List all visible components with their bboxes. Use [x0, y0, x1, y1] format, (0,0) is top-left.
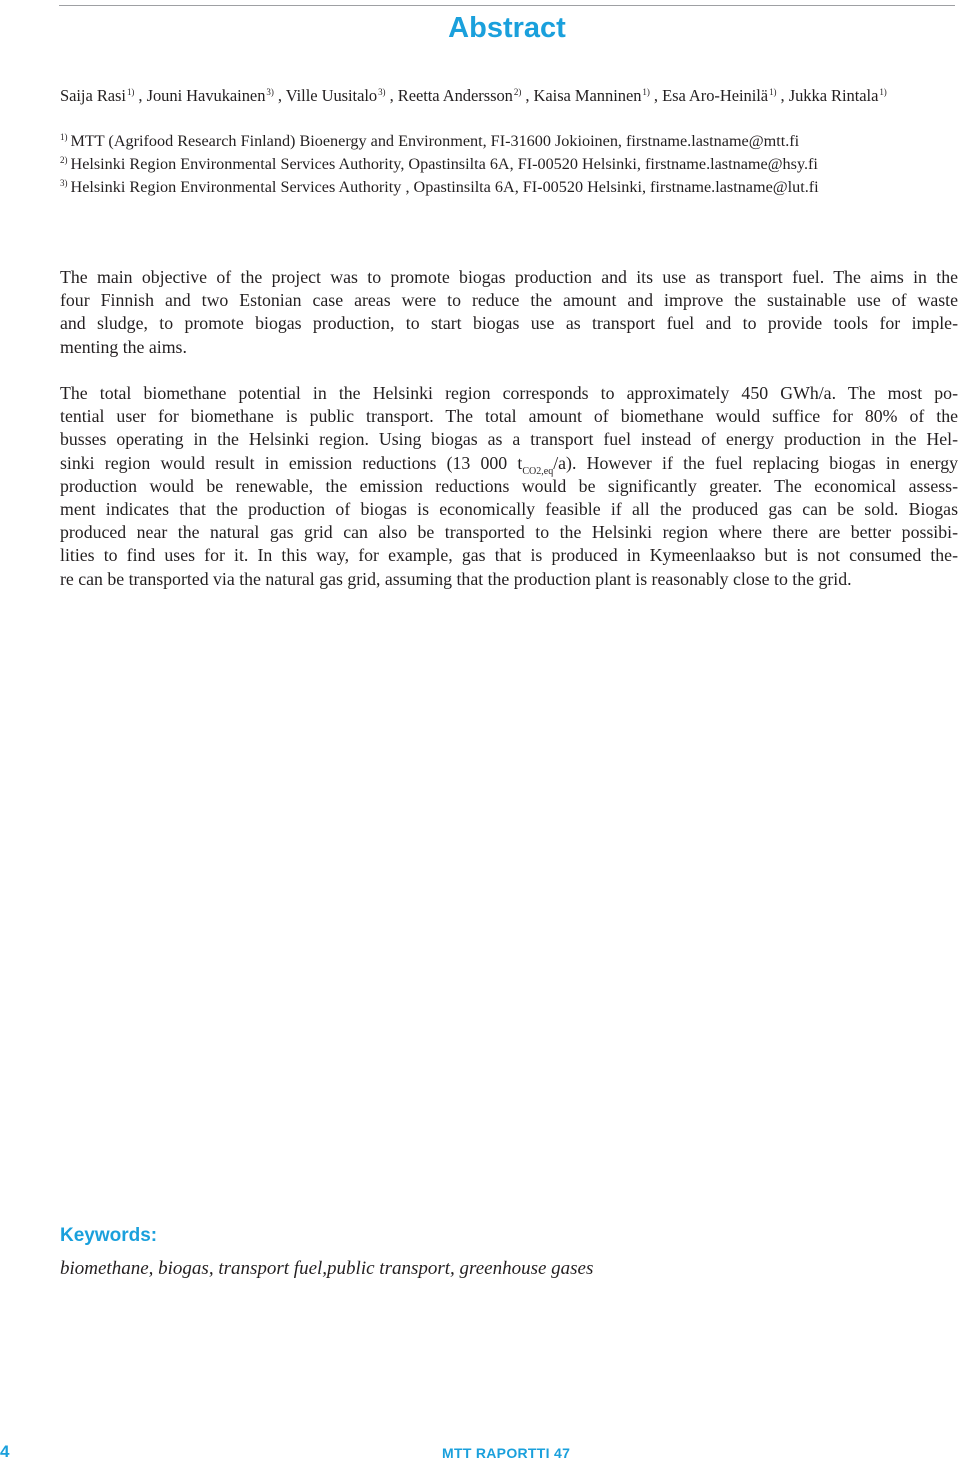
author-affil-mark: 1) [126, 87, 135, 97]
text-line-with-subscript [60, 452, 958, 475]
text-line: busses operating in the Helsinki region. Using biogas as a transport fuel instead of energy production in the Hel- [60, 429, 958, 450]
top-rule [59, 5, 955, 6]
author-name: Jukka Rintala [788, 86, 879, 105]
affiliation-mark: 2) [60, 155, 68, 165]
author-name: Esa Aro-Heinilä [662, 86, 769, 105]
page-number: 4 [0, 1442, 10, 1461]
co2-subscript: CO2,eq [522, 465, 554, 477]
abstract-paragraph-2 [60, 382, 958, 591]
abstract-paragraph-1 [60, 266, 958, 359]
author-name: Reetta Andersson [397, 86, 513, 105]
text-line: produced near the natural gas grid can also be transported to the Helsinki region where there are better possibi- [60, 522, 958, 543]
text-line: and sludge, to promote biogas production, to start biogas use as transport fuel and to provide tools for imple- [60, 313, 958, 334]
author-name: Jouni Havukainen [146, 86, 266, 105]
author-name: Saija Rasi [60, 86, 126, 105]
page-title: Abstract [448, 12, 566, 44]
text-line: The main objective of the project was to promote biogas production and its use as transport fuel. The aims in the [60, 267, 958, 287]
text-line: menting the aims. [60, 336, 187, 357]
text-line: production would be renewable, the emission reductions would be significantly greater. The economical assess- [60, 475, 958, 496]
affiliation-mark: 3) [60, 178, 68, 188]
author-affil-mark: 1) [879, 87, 887, 97]
author-list: Saija Rasi$^{1)}$ , Jouni Havukainen$^{3)}$ , Ville Uusitalo$^{3)}$ , Reetta Andersson$^{2)}$ , Kaisa Manninen$^{1)}$ , Esa Aro-Heinilä$^{1)}$ , Jukka Rintala$^{1)}$ [60, 86, 887, 105]
author-affil-mark: 1) [642, 87, 650, 97]
author-affil-mark: 3) [266, 87, 274, 97]
affiliation-text: Helsinki Region Environmental Services Authority , Opastinsilta 6A, FI-00520 Helsinki, firstname.lastname@lut.fi [70, 178, 819, 196]
text-line: lities to find uses for it. In this way, for example, gas that is produced in Kymeenlaakso but is not consumed the- [60, 545, 958, 566]
affiliation-1 [60, 131, 799, 151]
affiliation-mark: 1) [60, 132, 68, 142]
author-affil-mark: 1) [769, 87, 777, 97]
keywords-list: biomethane, biogas, transport fuel,public transport, greenhouse gases [60, 1258, 594, 1279]
text-line: The total biomethane potential in the Helsinki region corresponds to approximately 450 GWh/a. The most po- [60, 383, 958, 403]
author-affil-mark: 3) [378, 87, 386, 97]
text-line: ment indicates that the production of biogas is economically feasible if all the produced gas can be sold. Biogas [60, 498, 958, 519]
affiliation-2 [60, 154, 818, 174]
text-line: tential user for biomethane is public transport. The total amount of biomethane would suffice for 80% of the [60, 406, 958, 427]
text-line: four Finnish and two Estonian case areas were to reduce the amount and improve the sustainable use of waste [60, 290, 958, 311]
affiliation-text: MTT (Agrifood Research Finland) Bioenergy and Environment, FI-31600 Jokioinen, firstname.lastname@mtt.fi [70, 132, 800, 150]
author-name: Ville Uusitalo [285, 86, 378, 105]
publication-name: MTT RAPORTTI 47 [442, 1445, 571, 1461]
keywords-heading: Keywords: [60, 1225, 158, 1246]
text-segment: /a). However if the fuel replacing biogas in energy [553, 452, 958, 473]
affiliation-text: Helsinki Region Environmental Services Authority, Opastinsilta 6A, FI-00520 Helsinki, firstname.lastname@hsy.fi [70, 155, 818, 173]
text-line: re can be transported via the natural gas grid, assuming that the production plant is reasonably close to the grid. [60, 568, 852, 589]
author-affil-mark: 2) [513, 87, 522, 97]
affiliation-3 [60, 177, 819, 197]
author-name: Kaisa Manninen [533, 86, 642, 105]
text-segment: sinki region would result in emission reductions (13 000 t [60, 452, 523, 473]
